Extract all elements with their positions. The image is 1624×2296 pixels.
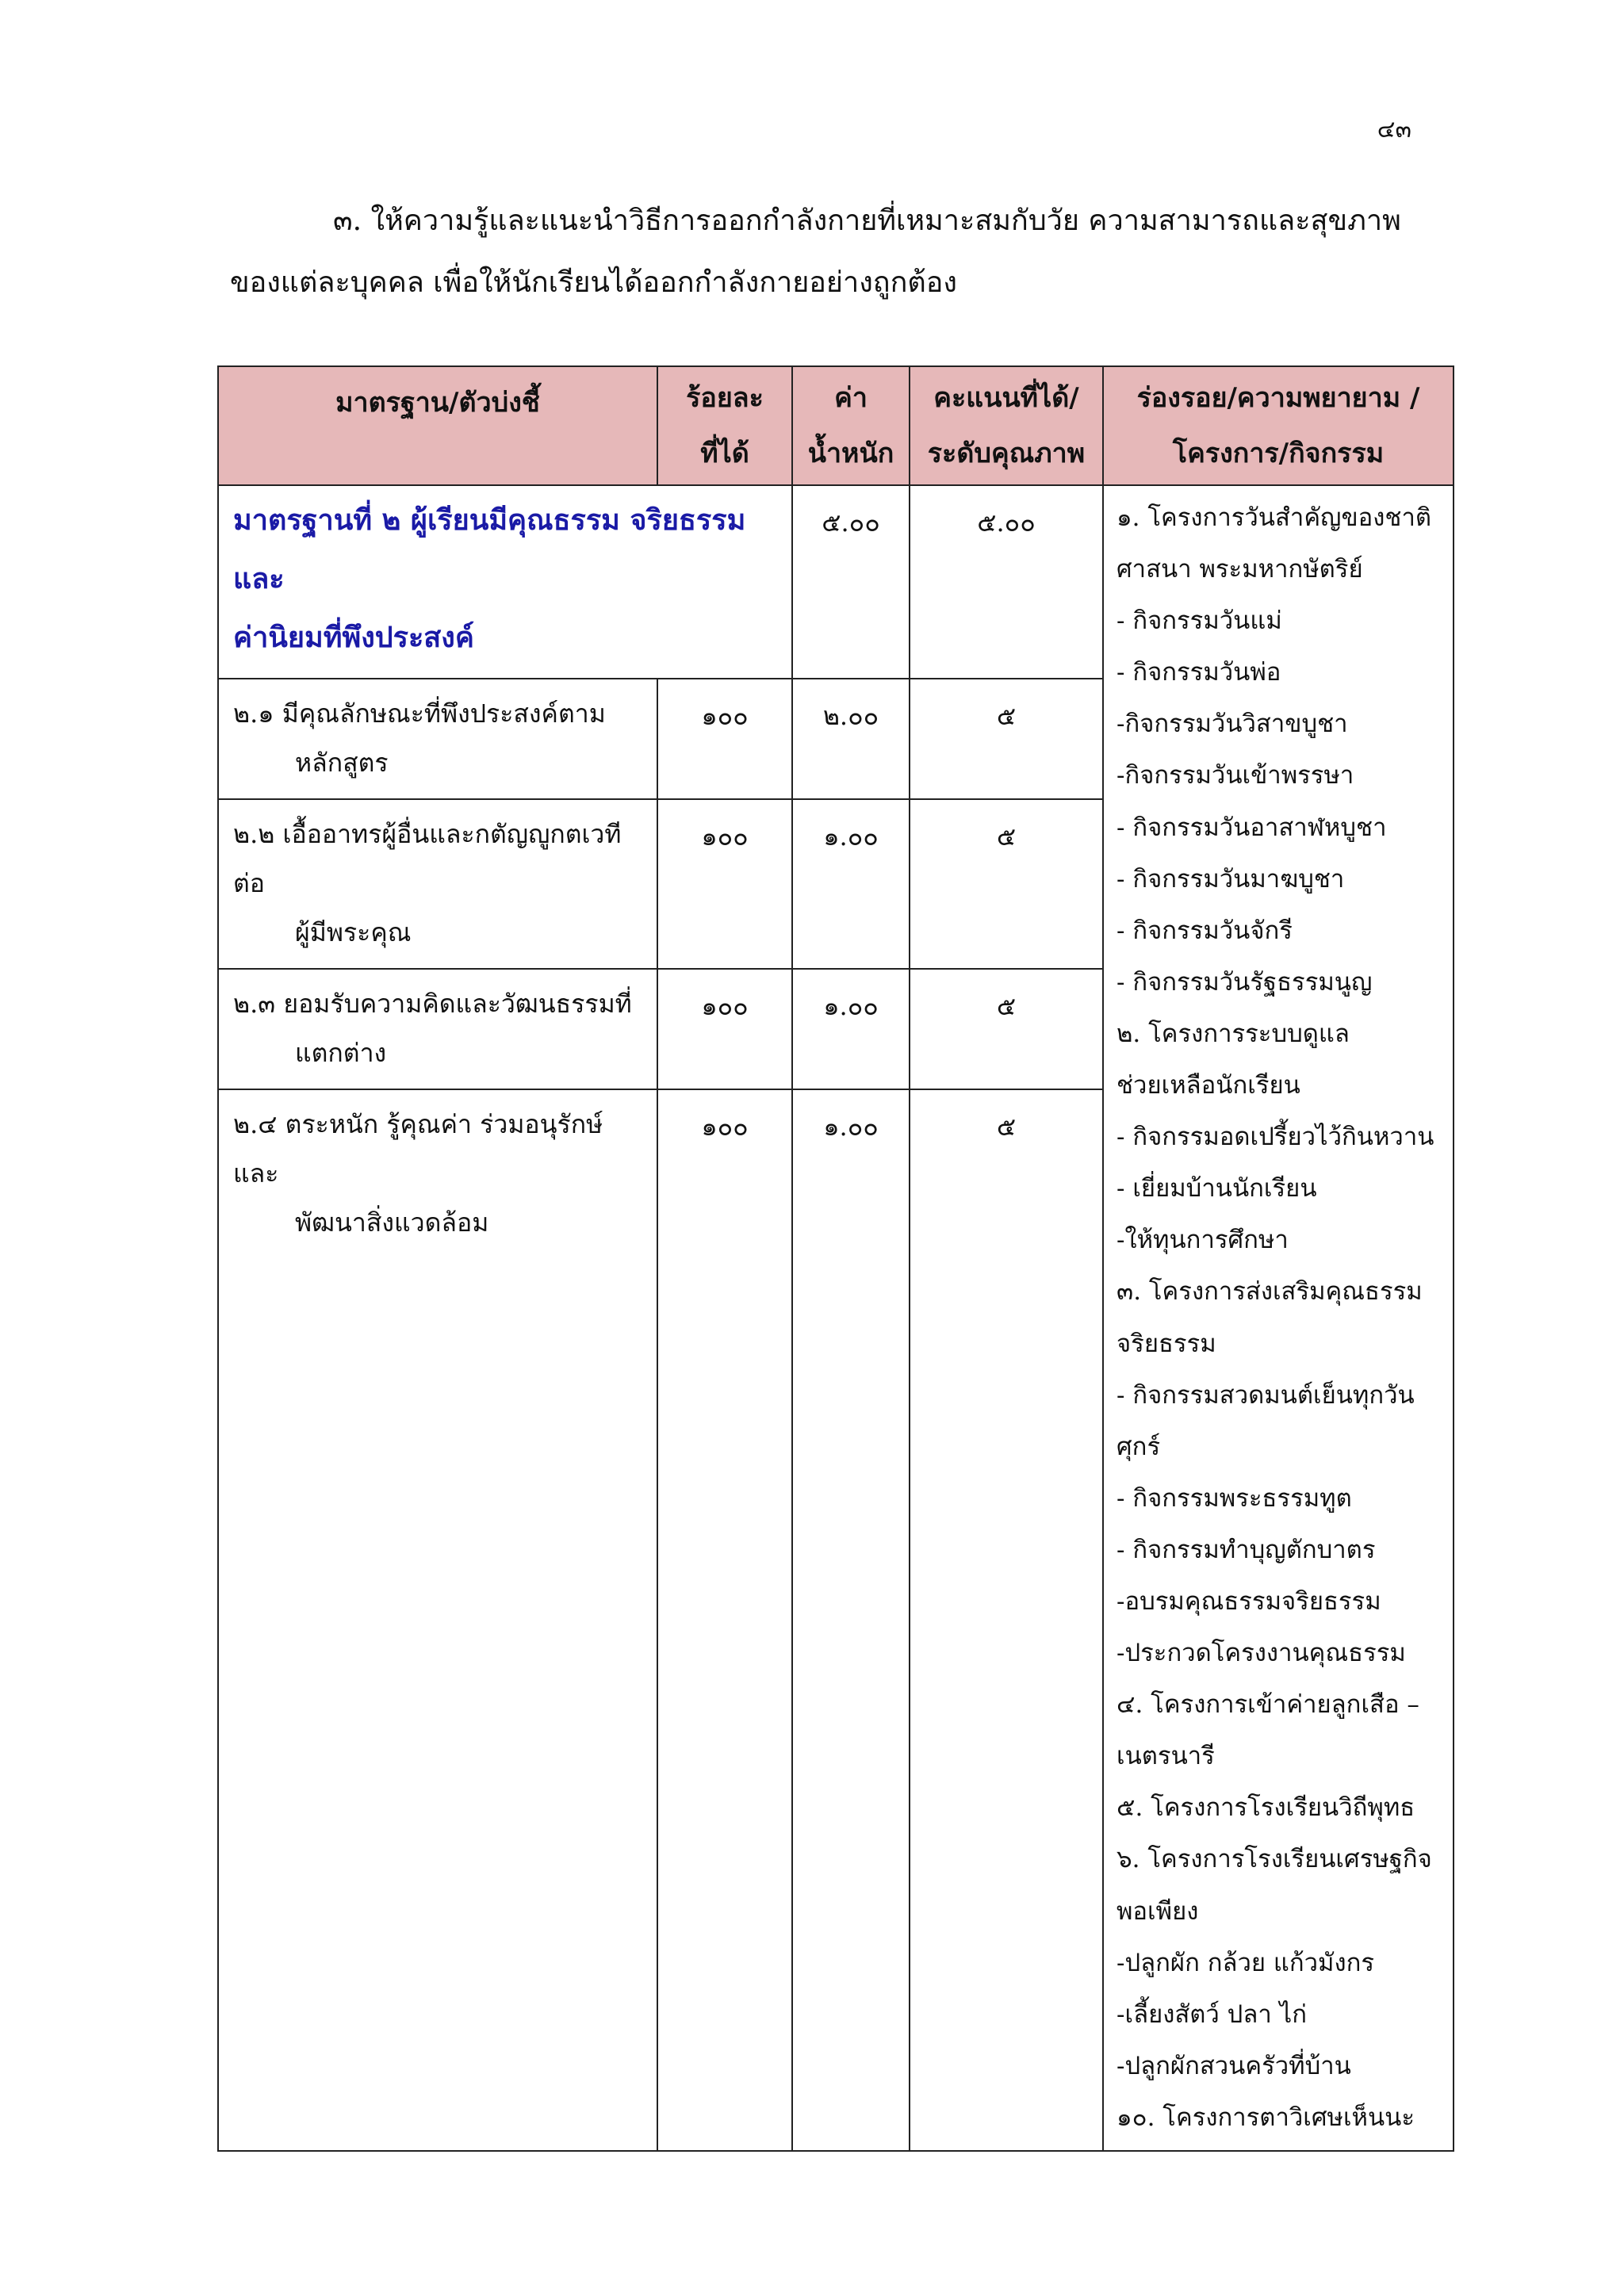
header-indicator [218,366,657,485]
indicator-weight: ๑.๐๐ [792,1089,910,2151]
indicator-line-2: แตกต่าง [295,1038,387,1068]
indicator-text [218,679,657,799]
project-line: -ปลูกผักสวนครัวที่บ้าน [1116,2051,1351,2080]
table-header-row [218,366,1454,485]
project-line: -เลี้ยงสัตว์ ปลา ไก่ [1116,1999,1307,2029]
header-percent-line-1: ร้อยละ [686,382,764,414]
project-line: - เยี่ยมบ้านนักเรียน [1116,1174,1317,1203]
project-line: พอเพียง [1116,1896,1199,1926]
project-line: จริยธรรม [1116,1329,1216,1358]
intro-paragraph [230,190,1404,314]
header-score-line-2: ระดับคุณภาพ [927,438,1086,469]
project-line: ช่วยเหลือนักเรียน [1116,1071,1300,1100]
project-line: - กิจกรรมวันอาสาฬหบูชา [1116,813,1387,842]
header-percent [657,366,792,485]
projects-cell [1103,485,1454,2151]
project-line: - กิจกรรมพระธรรมทูต [1116,1483,1352,1513]
indicator-score: ๕ [910,799,1103,969]
project-line: เนตรนารี [1116,1742,1215,1771]
standard-score: ๕.๐๐ [910,485,1103,679]
header-weight-line-2: น้ำหนัก [807,438,894,469]
indicator-line-2: ผู้มีพระคุณ [295,917,412,947]
indicator-line-2: หลักสูตร [295,748,389,778]
indicator-score: ๕ [910,679,1103,799]
indicator-text [218,1089,657,2151]
project-line: - กิจกรรมอดเปรี้ยวไว้กินหวาน [1116,1123,1434,1152]
header-weight-line-1: ค่า [834,382,868,414]
project-line: ๓. โครงการส่งเสริมคุณธรรม [1116,1277,1423,1307]
project-line: - กิจกรรมทำบุญตักบาตร [1116,1535,1376,1564]
project-line: ๒. โครงการระบบดูแล [1116,1019,1350,1048]
standard-title-line-1: มาตรฐานที่ ๒ ผู้เรียนมีคุณธรรม จริยธรรม และ [233,503,746,595]
indicator-percent: ๑๐๐ [657,799,792,969]
header-score [910,366,1103,485]
project-line: -ให้ทุนการศึกษา [1116,1226,1289,1255]
project-line: ๕. โครงการโรงเรียนวิถีพุทธ [1116,1793,1415,1823]
indicator-score: ๕ [910,969,1103,1089]
header-projects-line-1: ร่องรอย/ความพยายาม / [1136,382,1420,414]
intro-line-1: ๓. ให้ความรู้และแนะนำวิธีการออกกำลังกายที่เหมาะสมกับวัย ความสามารถและสุขภาพ [333,205,1401,237]
project-line: ๑๐. โครงการตาวิเศษเห็นนะ [1116,2103,1415,2132]
indicator-score: ๕ [910,1089,1103,2151]
page-number: ๔๓ [1377,116,1411,144]
indicator-line-1: ๒.๑ มีคุณลักษณะที่พึงประสงค์ตาม [233,698,606,729]
header-projects [1103,366,1454,485]
project-line: ๔. โครงการเข้าค่ายลูกเสือ – [1116,1690,1419,1720]
standard-row [218,485,1454,679]
project-line: ๖. โครงการโรงเรียนเศรษฐกิจ [1116,1845,1432,1874]
standard-title-cell [218,485,792,679]
standard-weight: ๕.๐๐ [792,485,910,679]
project-line: ศุกร์ [1116,1432,1161,1461]
header-indicator-label: มาตรฐาน/ตัวบ่งชี้ [335,387,540,419]
indicator-line-1: ๒.๓ ยอมรับความคิดและวัฒนธรรมที่ [233,989,632,1019]
header-score-line-1: คะแนนที่ได้/ [933,382,1079,414]
indicator-percent: ๑๐๐ [657,679,792,799]
standard-title-line-2: ค่านิยมที่พึงประสงค์ [233,621,474,654]
project-line: -กิจกรรมวันวิสาขบูชา [1116,710,1348,739]
project-line: -อบรมคุณธรรมจริยธรรม [1116,1586,1381,1616]
intro-line-2: ของแต่ละบุคคล เพื่อให้นักเรียนได้ออกกำลังกายอย่างถูกต้อง [230,266,957,299]
indicator-weight: ๑.๐๐ [792,799,910,969]
indicator-percent: ๑๐๐ [657,1089,792,2151]
project-line: - กิจกรรมวันรัฐธรรมนูญ [1116,967,1373,997]
header-weight [792,366,910,485]
standards-table [217,365,1454,2152]
indicator-line-1: ๒.๔ ตระหนัก รู้คุณค่า ร่วมอนุรักษ์และ [233,1109,603,1188]
indicator-weight: ๒.๐๐ [792,679,910,799]
indicator-weight: ๑.๐๐ [792,969,910,1089]
indicator-text [218,799,657,969]
project-line: - กิจกรรมวันพ่อ [1116,658,1281,687]
header-projects-line-2: โครงการ/กิจกรรม [1172,438,1385,469]
project-line: - กิจกรรมวันจักรี [1116,916,1293,945]
indicator-percent: ๑๐๐ [657,969,792,1089]
project-line: -ปลูกผัก กล้วย แก้วมังกร [1116,1948,1375,1977]
indicator-text [218,969,657,1089]
project-line: -กิจกรรมวันเข้าพรรษา [1116,761,1354,790]
indicator-line-2: พัฒนาสิ่งแวดล้อม [295,1207,489,1238]
project-line: ศาสนา พระมหากษัตริย์ [1116,555,1363,584]
indicator-line-1: ๒.๒ เอื้ออาทรผู้อื่นและกตัญญูกตเวทีต่อ [233,819,622,898]
header-percent-line-2: ที่ได้ [700,438,749,469]
project-line: -ประกวดโครงงานคุณธรรม [1116,1639,1406,1668]
project-line: - กิจกรรมวันแม่ [1116,607,1282,636]
project-line: ๑. โครงการวันสำคัญของชาติ [1116,503,1431,532]
project-line: - กิจกรรมวันมาฆบูชา [1116,864,1345,894]
project-line: - กิจกรรมสวดมนต์เย็นทุกวัน [1116,1380,1415,1410]
